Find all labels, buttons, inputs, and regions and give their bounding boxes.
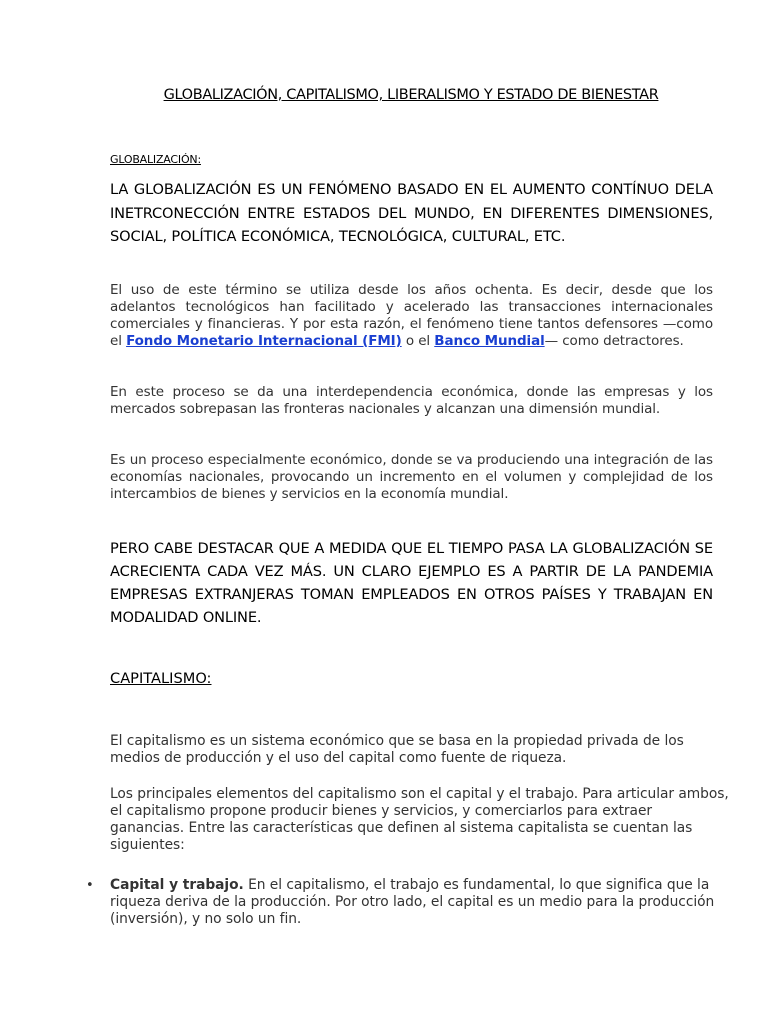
bullet-text: En el capitalismo, el trabajo es fundamental, lo que significa que la riqueza deriva de la producción. Por otro lado, el capital es un medio para la producción (inversión), y no solo un fin. <box>110 877 715 927</box>
document-title: GLOBALIZACIÓN, CAPITALISMO, LIBERALISMO Y ESTADO DE BIENESTAR <box>163 87 659 103</box>
globalizacion-definition: LA GLOBALIZACIÓN ES UN FENÓMENO BASADO EN EL AUMENTO CONTÍNUO DELA INETRCONECCIÓN ENTRE ESTADOS DEL MUNDO, EN DIFERENTES DIMENSIONES, SOCIAL, POLÍTICA ECONÓMICA, TECNOLÓGICA, CULTURAL, ETC. <box>110 181 713 245</box>
globalizacion-paragraph-2: En este proceso se da una interdependencia económica, donde las empresas y los mercados sobrepasan las fronteras nacionales y alcanzan una dimensión mundial. <box>110 384 713 417</box>
paragraph-text: o el <box>401 333 435 349</box>
link-fondo-monetario-internacional[interactable]: Fondo Monetario Internacional (FMI) <box>126 333 402 349</box>
paragraph-text: — como detractores. <box>544 333 684 349</box>
capitalismo-paragraph-2: Los principales elementos del capitalismo son el capital y el trabajo. Para articular ambos, el capitalismo propone producir bienes y servicios, y comerciarlos para extraer ganancias. Entre las características que definen al sistema capitalista se cuentan las siguientes: <box>110 786 729 853</box>
capitalismo-paragraph-1: El capitalismo es un sistema económico que se basa en la propiedad privada de los medios de producción y el uso del capital como fuente de riqueza. <box>110 733 684 766</box>
bullet-term: Capital y trabajo. <box>110 877 244 893</box>
globalizacion-highlight: PERO CABE DESTACAR QUE A MEDIDA QUE EL TIEMPO PASA LA GLOBALIZACIÓN SE ACRECIENTA CADA VEZ MÁS. UN CLARO EJEMPLO ES A PARTIR DE LA PANDEMIA EMPRESAS EXTRANJERAS TOMAN EMPLEADOS EN OTROS PAÍSES Y TRABAJAN EN MODALIDAD ONLINE. <box>110 540 713 626</box>
link-banco-mundial[interactable]: Banco Mundial <box>434 333 545 349</box>
section-heading-capitalismo: CAPITALISMO: <box>110 670 212 687</box>
list-item-capital-y-trabajo <box>110 877 730 928</box>
paragraph-text: El uso de este término se utiliza desde los años ochenta. Es decir, desde que los adelantos tecnológicos han facilitado y acelerado las transacciones internacionales comerciales y financieras. Y por esta razón, el fenómeno tiene tantos defensores —como el <box>110 282 713 349</box>
section-heading-globalizacion: GLOBALIZACIÓN: <box>110 153 201 166</box>
globalizacion-paragraph-1 <box>110 282 713 350</box>
globalizacion-paragraph-3: Es un proceso especialmente económico, donde se va produciendo una integración de las economías nacionales, provocando un incremento en el volumen y complejidad de los intercambios de bienes y servicios en la economía mundial. <box>110 452 713 502</box>
bullet-icon: • <box>86 878 94 893</box>
